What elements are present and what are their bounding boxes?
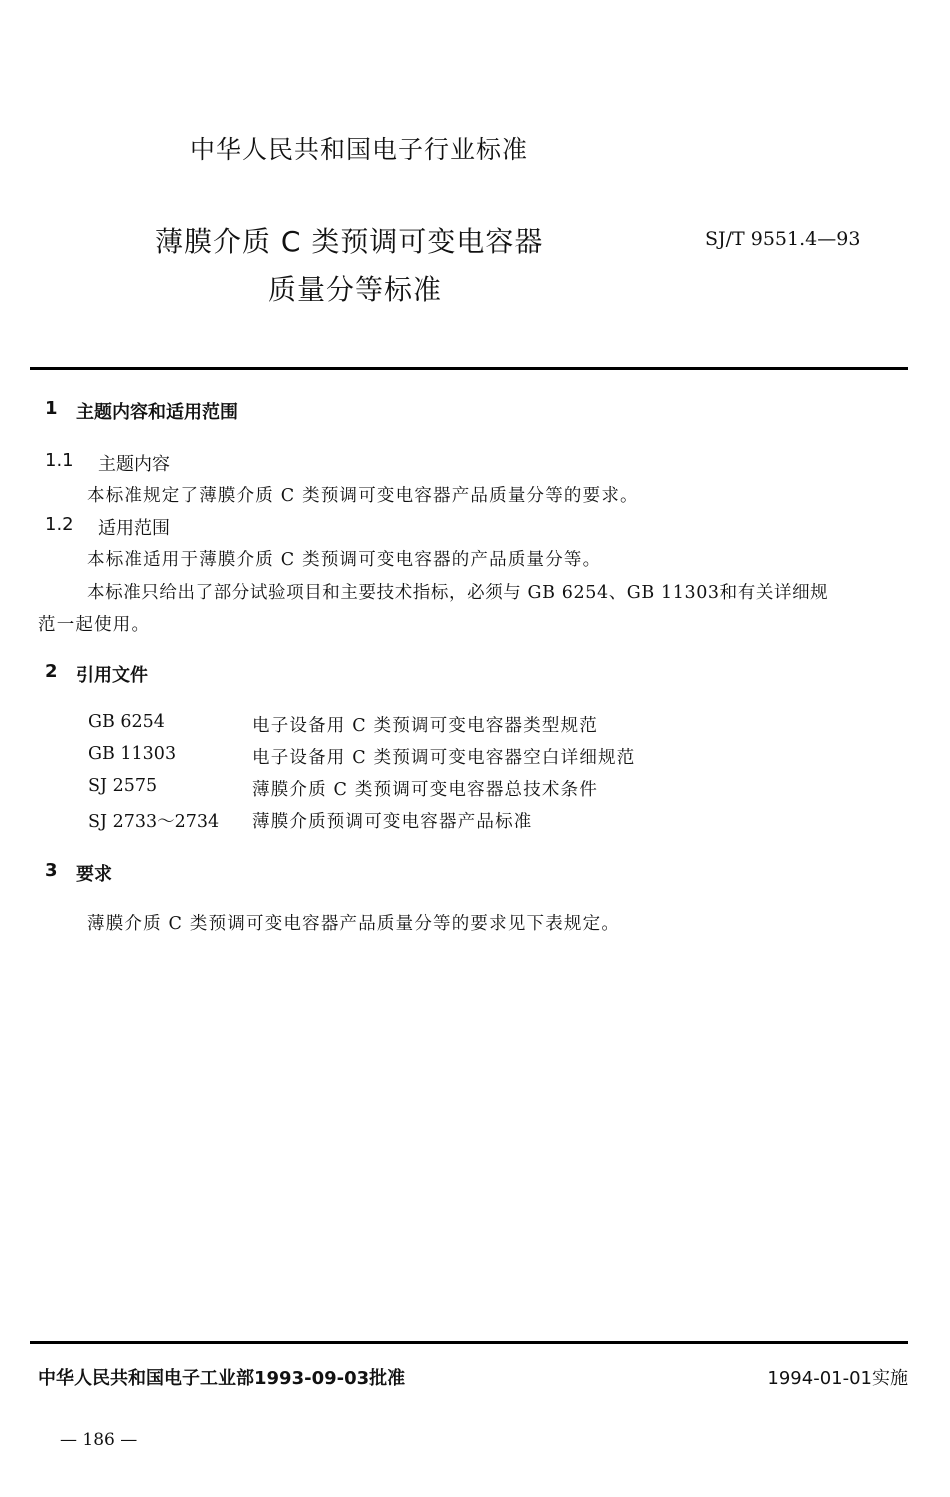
section-2-heading: 引用文件 (76, 665, 148, 686)
section-3-heading: 要求 (76, 864, 112, 885)
issuer-heading: 中华人民共和国电子行业标准 (190, 135, 529, 164)
footer-rule (30, 1341, 908, 1344)
reference-code: SJ 2733～2734 (88, 812, 220, 832)
approval-text: 中华人民共和国电子工业部1993-09-03批准 (38, 1368, 406, 1389)
page-number: — 186 — (60, 1430, 138, 1450)
section-3-text: 薄膜介质 C 类预调可变电容器产品质量分等的要求见下表规定。 (87, 914, 621, 934)
section-1-2-text2-line2: 范一起使用。 (38, 615, 151, 635)
section-1-number: 1 (45, 398, 58, 419)
document-title-line1: 薄膜介质 C 类预调可变电容器 (155, 225, 544, 258)
section-1-1-heading: 主题内容 (98, 454, 170, 475)
section-1-heading: 主题内容和适用范围 (76, 402, 238, 423)
standard-number: SJ/T 9551.4—93 (705, 228, 861, 250)
section-1-2-number: 1.2 (45, 514, 74, 535)
section-1-2-text2-line1: 本标准只给出了部分试验项目和主要技术指标，必须与 GB 6254、GB 11303和有关详细规 (87, 583, 829, 603)
section-1-2-heading: 适用范围 (98, 518, 170, 539)
reference-code: GB 6254 (88, 712, 165, 732)
reference-title: 薄膜介质预调可变电容器产品标准 (252, 812, 533, 832)
effective-date: 1994-01-01实施 (767, 1368, 908, 1389)
header-rule (30, 367, 908, 370)
reference-title: 电子设备用 C 类预调可变电容器类型规范 (252, 716, 599, 736)
reference-code: GB 11303 (88, 744, 177, 764)
document-title-line2: 质量分等标准 (268, 273, 443, 306)
reference-title: 薄膜介质 C 类预调可变电容器总技术条件 (252, 780, 599, 800)
section-2-number: 2 (45, 661, 58, 682)
section-1-2-text1: 本标准适用于薄膜介质 C 类预调可变电容器的产品质量分等。 (87, 550, 602, 570)
section-1-1-number: 1.1 (45, 450, 74, 471)
reference-code: SJ 2575 (88, 776, 158, 796)
section-1-1-text: 本标准规定了薄膜介质 C 类预调可变电容器产品质量分等的要求。 (87, 486, 639, 506)
section-3-number: 3 (45, 860, 58, 881)
reference-title: 电子设备用 C 类预调可变电容器空白详细规范 (252, 748, 636, 768)
